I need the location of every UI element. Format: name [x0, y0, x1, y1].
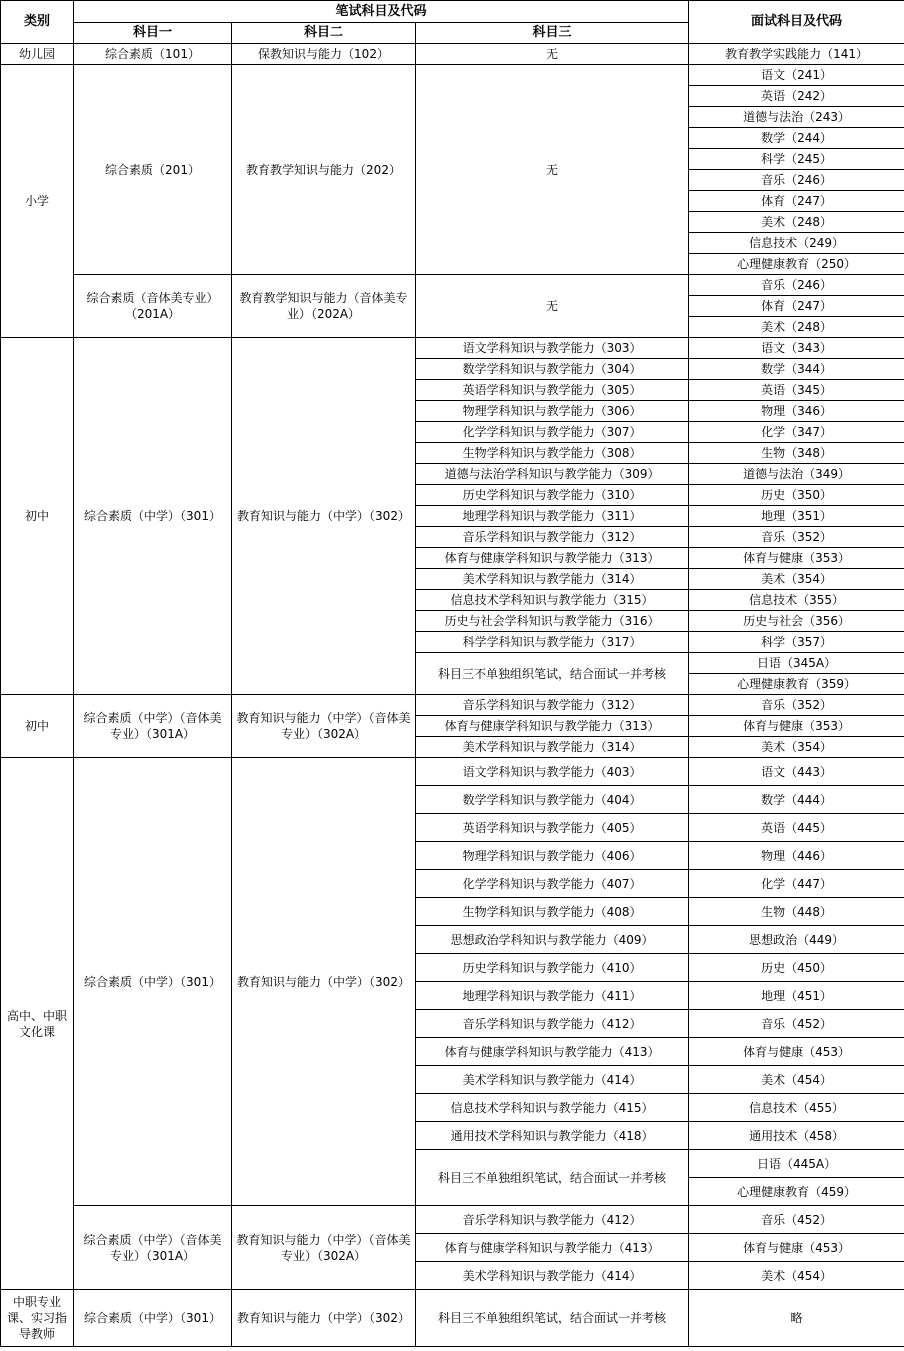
subject3-cell: 美术学科知识与教学能力（414） [416, 1262, 689, 1290]
subject2-cell: 保教知识与能力（102） [232, 44, 416, 65]
interview-cell: 道德与法治（243） [689, 107, 904, 128]
interview-cell: 生物（348） [689, 443, 904, 464]
interview-cell: 道德与法治（349） [689, 464, 904, 485]
subject3-cell: 数学学科知识与教学能力（404） [416, 786, 689, 814]
header-written: 笔试科目及代码 [74, 1, 689, 23]
subject3-cell: 音乐学科知识与教学能力（412） [416, 1206, 689, 1234]
subject2-cell: 教育知识与能力（中学）（302） [232, 758, 416, 1206]
subject3-cell: 科目三不单独组织笔试，结合面试一并考核 [416, 1150, 689, 1206]
interview-cell: 日语（445A） [689, 1150, 904, 1178]
interview-cell: 体育与健康（453） [689, 1038, 904, 1066]
category-cell: 幼儿园 [1, 44, 74, 65]
interview-cell: 语文（343） [689, 338, 904, 359]
table-row [1, 275, 904, 296]
subject2-cell: 教育教学知识与能力（音体美专业）（202A） [232, 275, 416, 338]
subject3-cell: 化学学科知识与教学能力（407） [416, 870, 689, 898]
subject3-cell: 历史学科知识与教学能力（410） [416, 954, 689, 982]
subject3-cell: 英语学科知识与教学能力（405） [416, 814, 689, 842]
subject3-cell: 音乐学科知识与教学能力（312） [416, 695, 689, 716]
subject3-cell: 生物学科知识与教学能力（408） [416, 898, 689, 926]
table-row [1, 338, 904, 359]
table-row [1, 695, 904, 716]
subject1-cell: 综合素质（音体美专业）（201A） [74, 275, 232, 338]
interview-cell: 教育教学实践能力（141） [689, 44, 904, 65]
interview-cell: 略 [689, 1290, 904, 1347]
header-subject3: 科目三 [416, 23, 689, 44]
interview-cell: 音乐（352） [689, 695, 904, 716]
interview-cell: 音乐（452） [689, 1206, 904, 1234]
subject3-cell: 生物学科知识与教学能力（308） [416, 443, 689, 464]
category-cell: 中职专业课、实习指导教师 [1, 1290, 74, 1347]
subject3-cell: 历史学科知识与教学能力（310） [416, 485, 689, 506]
subject3-cell: 美术学科知识与教学能力（314） [416, 737, 689, 758]
subject3-cell: 英语学科知识与教学能力（305） [416, 380, 689, 401]
subject3-cell: 科目三不单独组织笔试，结合面试一并考核 [416, 1290, 689, 1347]
interview-cell: 信息技术（249） [689, 233, 904, 254]
subject3-cell: 化学学科知识与教学能力（307） [416, 422, 689, 443]
subject1-cell: 综合素质（中学）（音体美专业）（301A） [74, 695, 232, 758]
subject3-cell: 地理学科知识与教学能力（311） [416, 506, 689, 527]
interview-cell: 美术（454） [689, 1262, 904, 1290]
subject1-cell: 综合素质（中学）（301） [74, 758, 232, 1206]
interview-cell: 科学（357） [689, 632, 904, 653]
subject2-cell: 教育教学知识与能力（202） [232, 65, 416, 275]
interview-cell: 心理健康教育（359） [689, 674, 904, 695]
subject3-cell: 物理学科知识与教学能力（306） [416, 401, 689, 422]
interview-cell: 思想政治（449） [689, 926, 904, 954]
subject3-cell: 语文学科知识与教学能力（403） [416, 758, 689, 786]
subject1-cell: 综合素质（101） [74, 44, 232, 65]
subject3-cell: 音乐学科知识与教学能力（412） [416, 1010, 689, 1038]
subject3-cell: 通用技术学科知识与教学能力（418） [416, 1122, 689, 1150]
subject1-cell: 综合素质（中学）（301） [74, 1290, 232, 1347]
interview-cell: 历史与社会（356） [689, 611, 904, 632]
subject3-cell: 历史与社会学科知识与教学能力（316） [416, 611, 689, 632]
subject3-cell: 信息技术学科知识与教学能力（315） [416, 590, 689, 611]
subject3-cell: 体育与健康学科知识与教学能力（313） [416, 548, 689, 569]
interview-cell: 体育与健康（453） [689, 1234, 904, 1262]
interview-cell: 体育（247） [689, 191, 904, 212]
table-row [1, 758, 904, 786]
subject3-cell: 物理学科知识与教学能力（406） [416, 842, 689, 870]
interview-cell: 音乐（352） [689, 527, 904, 548]
interview-cell: 美术（354） [689, 569, 904, 590]
interview-cell: 地理（451） [689, 982, 904, 1010]
interview-cell: 音乐（452） [689, 1010, 904, 1038]
header-interview: 面试科目及代码 [689, 1, 904, 44]
subject2-cell: 教育知识与能力（中学）（302） [232, 338, 416, 695]
subject3-cell: 体育与健康学科知识与教学能力（313） [416, 716, 689, 737]
interview-cell: 通用技术（458） [689, 1122, 904, 1150]
header-row-1 [1, 1, 904, 23]
interview-cell: 英语（445） [689, 814, 904, 842]
subject3-cell: 无 [416, 44, 689, 65]
category-cell: 高中、中职文化课 [1, 758, 74, 1290]
header-subject2: 科目二 [232, 23, 416, 44]
interview-cell: 语文（241） [689, 65, 904, 86]
interview-cell: 历史（350） [689, 485, 904, 506]
subject3-cell: 语文学科知识与教学能力（303） [416, 338, 689, 359]
interview-cell: 语文（443） [689, 758, 904, 786]
interview-cell: 音乐（246） [689, 170, 904, 191]
interview-cell: 日语（345A） [689, 653, 904, 674]
interview-cell: 生物（448） [689, 898, 904, 926]
interview-cell: 化学（347） [689, 422, 904, 443]
subject3-cell: 道德与法治学科知识与教学能力（309） [416, 464, 689, 485]
interview-cell: 数学（244） [689, 128, 904, 149]
subject3-cell: 地理学科知识与教学能力（411） [416, 982, 689, 1010]
interview-cell: 体育与健康（353） [689, 548, 904, 569]
interview-cell: 心理健康教育（459） [689, 1178, 904, 1206]
subject3-cell: 音乐学科知识与教学能力（312） [416, 527, 689, 548]
table-row [1, 1206, 904, 1234]
interview-cell: 物理（446） [689, 842, 904, 870]
subject3-cell: 无 [416, 65, 689, 275]
table-row [1, 44, 904, 65]
subject3-cell: 数学学科知识与教学能力（304） [416, 359, 689, 380]
interview-cell: 英语（242） [689, 86, 904, 107]
category-cell: 小学 [1, 65, 74, 338]
header-subject1: 科目一 [74, 23, 232, 44]
interview-cell: 英语（345） [689, 380, 904, 401]
subject3-cell: 体育与健康学科知识与教学能力（413） [416, 1234, 689, 1262]
subject2-cell: 教育知识与能力（中学）（音体美专业）（302A） [232, 695, 416, 758]
interview-cell: 数学（444） [689, 786, 904, 814]
subject3-cell: 科目三不单独组织笔试，结合面试一并考核 [416, 653, 689, 695]
table-row [1, 1290, 904, 1347]
interview-cell: 体育与健康（353） [689, 716, 904, 737]
interview-cell: 美术（248） [689, 317, 904, 338]
subject1-cell: 综合素质（201） [74, 65, 232, 275]
interview-cell: 心理健康教育（250） [689, 254, 904, 275]
interview-cell: 美术（354） [689, 737, 904, 758]
interview-cell: 美术（454） [689, 1066, 904, 1094]
interview-cell: 科学（245） [689, 149, 904, 170]
subject3-cell: 体育与健康学科知识与教学能力（413） [416, 1038, 689, 1066]
subject3-cell: 科学学科知识与教学能力（317） [416, 632, 689, 653]
category-cell: 初中 [1, 695, 74, 758]
interview-cell: 美术（248） [689, 212, 904, 233]
subject3-cell: 信息技术学科知识与教学能力（415） [416, 1094, 689, 1122]
interview-cell: 物理（346） [689, 401, 904, 422]
category-cell: 初中 [1, 338, 74, 695]
interview-cell: 音乐（246） [689, 275, 904, 296]
interview-cell: 信息技术（455） [689, 1094, 904, 1122]
subject3-cell: 美术学科知识与教学能力（314） [416, 569, 689, 590]
subject3-cell: 思想政治学科知识与教学能力（409） [416, 926, 689, 954]
interview-cell: 地理（351） [689, 506, 904, 527]
subject3-cell: 无 [416, 275, 689, 338]
header-category: 类别 [1, 1, 74, 44]
subject1-cell: 综合素质（中学）（音体美专业）（301A） [74, 1206, 232, 1290]
interview-cell: 数学（344） [689, 359, 904, 380]
interview-cell: 化学（447） [689, 870, 904, 898]
interview-cell: 体育（247） [689, 296, 904, 317]
subject2-cell: 教育知识与能力（中学）（302） [232, 1290, 416, 1347]
subject1-cell: 综合素质（中学）（301） [74, 338, 232, 695]
table-row [1, 65, 904, 86]
interview-cell: 信息技术（355） [689, 590, 904, 611]
subject2-cell: 教育知识与能力（中学）（音体美专业）（302A） [232, 1206, 416, 1290]
interview-cell: 历史（450） [689, 954, 904, 982]
subject3-cell: 美术学科知识与教学能力（414） [416, 1066, 689, 1094]
